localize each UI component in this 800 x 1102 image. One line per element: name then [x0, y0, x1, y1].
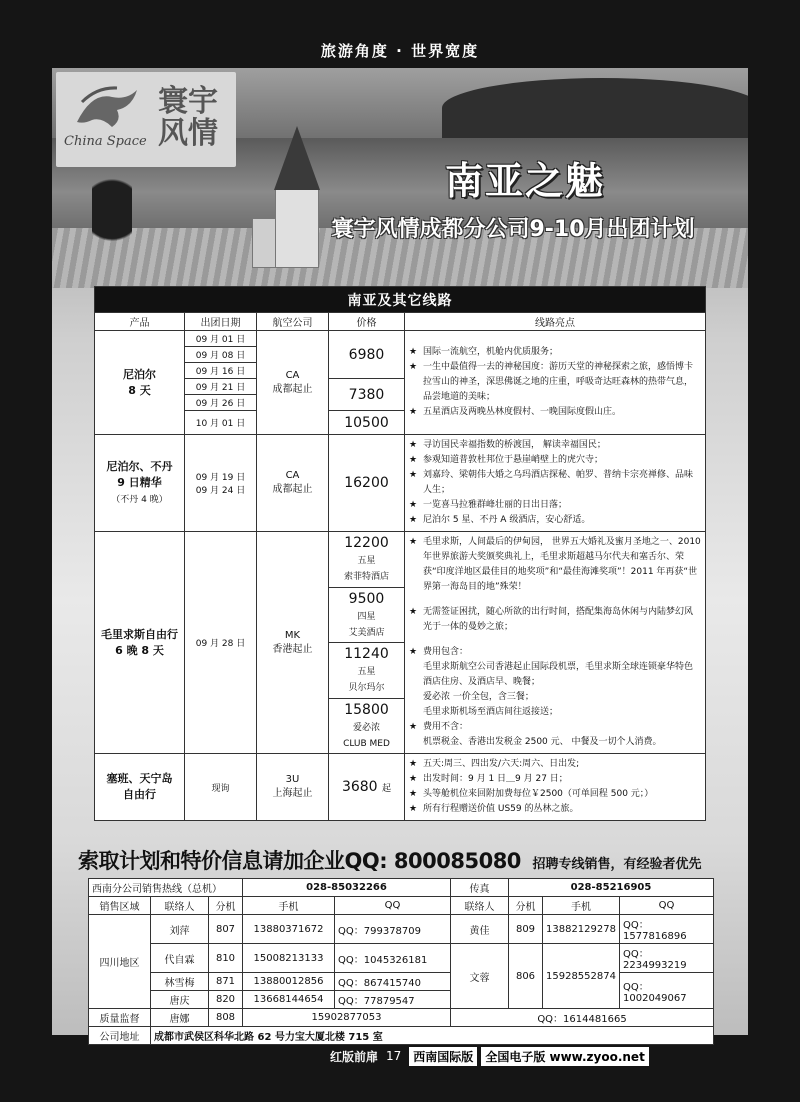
fax-number: 028-85216905 [509, 879, 714, 897]
highlight-text: 五星酒店及两晚丛林度假村、一晚国际度假山庄。 [423, 407, 622, 417]
contact-header: 联络人 [451, 897, 509, 915]
price-value: 3680 [341, 779, 378, 795]
contact-mobile: 15928552874 [543, 944, 620, 1009]
price-value: 10500 [344, 414, 389, 431]
contact-mobile: 15008213133 [243, 944, 335, 973]
price-value: 12200 [344, 535, 389, 552]
price-hotel: 艾美酒店 [348, 627, 385, 638]
price-value: 11240 [344, 646, 389, 663]
contact-header: QQ [620, 897, 714, 915]
banner-hill [442, 78, 748, 138]
star-icon: ★ [409, 470, 418, 480]
hotline-number: 028-85032266 [243, 879, 451, 897]
banner-title: 南亚之魅 [444, 159, 605, 203]
date-cell: 09 月 26 日 [185, 395, 257, 411]
airline-mauritius [257, 532, 329, 754]
highlight-text: 一生中最值得一去的神秘国度：游历天堂的神秘探索之旅，感悟博卡拉雪山的神圣，深思佛诞之地的庄重，呼吸奇达旺森林的热带气息，品尝地道的美味； [423, 362, 694, 402]
airline-code: MK [284, 629, 301, 641]
price-cell [329, 331, 405, 379]
highlight-text: 费用不含： 机票税金、香港出发税金 2500 元、 中餐及一切个人消费。 [423, 722, 662, 747]
contact-qq: QQ：799378709 [335, 915, 451, 944]
qq-promo-text: 索取计划和特价信息请加企业QQ: 800085080 [78, 849, 521, 873]
banner-tree [92, 178, 132, 258]
airline-code: CA [285, 470, 300, 481]
qc-label: 质量监督 [89, 1009, 151, 1027]
date-cell: 09 月 16 日 [185, 363, 257, 379]
highlight-text: 费用包含： 毛里求斯航空公司香港起止国际段机票，毛里求斯全球连锁豪华特色酒店住房、及酒店早、晚餐； 爱必浓 一价全包，含三餐； 毛里求斯机场至酒店间往返接送； [423, 647, 694, 717]
product-nepal-bhutan [95, 435, 185, 532]
highlight-text: 五天:周三、四出发/六天:周六、日出发; [423, 759, 580, 769]
logo-english: China Space [64, 134, 147, 149]
contact-name: 刘萍 [151, 915, 209, 944]
contact-ext: 871 [209, 973, 243, 991]
price-cell [329, 379, 405, 411]
date-cell: 10 月 01 日 [185, 411, 257, 435]
brand-logo [56, 72, 236, 167]
date-cell: 现询 [185, 754, 257, 821]
highlight-text: 国际一流航空，机舱内优质服务； [423, 347, 559, 357]
contact-qq: QQ：2234993219 [620, 944, 714, 973]
date-cell [185, 435, 257, 532]
contact-mobile: 13880012856 [243, 973, 335, 991]
price-value: 15800 [344, 701, 389, 718]
product-name: 毛里求斯自由行 [101, 627, 178, 641]
qc-mobile: 15902877053 [243, 1009, 451, 1027]
airline-route: 香港起止 [272, 643, 313, 655]
address-label: 公司地址 [89, 1027, 151, 1045]
contact-name: 代自霖 [151, 944, 209, 973]
contact-qq: QQ：867415740 [335, 973, 451, 991]
contact-mobile: 13880371672 [243, 915, 335, 944]
col-header-date: 出团日期 [185, 313, 257, 331]
highlight-text: 头等舱机位来回附加费每位￥2500（可单回程 500 元；） [423, 789, 654, 799]
price-cell [329, 698, 405, 754]
price-cell [329, 532, 405, 588]
fax-label: 传真 [451, 879, 509, 897]
date-cell: 09 月 08 日 [185, 347, 257, 363]
contact-header: 分机 [509, 897, 543, 915]
airline-code: CA [285, 369, 300, 381]
star-icon: ★ [409, 347, 418, 357]
star-icon: ★ [409, 607, 418, 617]
price-value: 16200 [344, 475, 389, 491]
star-icon: ★ [409, 537, 418, 547]
contact-table [88, 878, 714, 1045]
page-number: 17 [386, 1049, 402, 1063]
star-icon: ★ [409, 759, 418, 769]
contact-name: 黄佳 [451, 915, 509, 944]
star-icon: ★ [409, 362, 418, 372]
product-name: 尼泊尔 [123, 367, 156, 381]
contact-qq: QQ：1577816896 [620, 915, 714, 944]
contact-qq: QQ：1045326181 [335, 944, 451, 973]
product-name: 尼泊尔、不丹 [106, 459, 173, 473]
contact-header: QQ [335, 897, 451, 915]
product-note: （不丹 4 晚） [111, 494, 168, 505]
price-cell [329, 643, 405, 699]
price-star: 五星 [357, 667, 376, 678]
airline-saipan [257, 754, 329, 821]
contact-ext: 809 [509, 915, 543, 944]
price-star: 四星 [357, 611, 376, 622]
airline-code: 3U [285, 774, 300, 785]
star-icon: ★ [409, 440, 418, 450]
horse-logo-icon [72, 82, 142, 132]
highlights-nepal-bhutan [405, 435, 706, 532]
star-icon: ★ [409, 774, 418, 784]
airline-route: 成都起止 [272, 484, 313, 495]
star-icon: ★ [409, 722, 418, 732]
price-cell [329, 435, 405, 532]
price-hotel: CLUB MED [343, 738, 390, 749]
star-icon: ★ [409, 407, 418, 417]
hotline-label: 西南分公司销售热线（总机） [89, 879, 243, 897]
highlight-text: 尼泊尔 5 星、不丹 A 级酒店，安心舒适。 [423, 515, 591, 525]
contact-ext: 806 [509, 944, 543, 1009]
company-address: 成都市武侯区科华北路 62 号力宝大厦北楼 715 室 [151, 1027, 714, 1045]
price-star: 五星 [357, 556, 376, 567]
price-value: 6980 [348, 346, 385, 363]
date-cell: 09 月 01 日 [185, 331, 257, 347]
col-header-airline: 航空公司 [257, 313, 329, 331]
highlight-text: 一览喜马拉雅群峰壮丽的日出日落； [423, 500, 568, 510]
date-cell: 09 月 28 日 [185, 532, 257, 754]
product-nepal [95, 331, 185, 435]
banner-subtitle: 寰宇风情成都分公司9-10月出团计划 [331, 217, 695, 242]
highlight-text: 刘嘉玲、梁朝伟大婚之乌玛酒店探秘、帕罗、普纳卡宗亮禅修、品味人生； [423, 470, 694, 495]
highlight-text: 出发时间：9 月 1 日＿9 月 27 日； [423, 774, 568, 784]
highlights-saipan [405, 754, 706, 821]
airline-nepal [257, 331, 329, 435]
qq-promo-banner [78, 845, 738, 875]
airline-route: 成都起止 [272, 383, 313, 395]
website-label: 全国电子版 www.zyoo.net [481, 1047, 649, 1066]
banner-church-spire [274, 126, 320, 190]
product-duration: 6 晚 8 天 [115, 643, 164, 657]
star-icon: ★ [409, 515, 418, 525]
contact-name: 文蓉 [451, 944, 509, 1009]
airline-nepal-bhutan [257, 435, 329, 532]
price-suffix: 起 [382, 784, 392, 794]
logo-chinese: 寰宇风情 [158, 84, 218, 151]
sales-region: 四川地区 [89, 915, 151, 1009]
highlight-text: 所有行程赠送价值 US59 的丛林之旅。 [423, 804, 579, 814]
contact-name: 唐庆 [151, 991, 209, 1009]
product-mauritius [95, 532, 185, 754]
star-icon: ★ [409, 647, 418, 657]
route-table [94, 286, 706, 821]
col-header-highlights: 线路亮点 [405, 313, 706, 331]
date-cell: 09 月 21 日 [185, 379, 257, 395]
edition-label: 西南国际版 [409, 1047, 477, 1066]
highlights-mauritius [405, 532, 706, 754]
product-saipan [95, 754, 185, 821]
recruit-text: 招聘专线销售，有经验者优先 [532, 857, 702, 872]
star-icon: ★ [409, 500, 418, 510]
price-star: 爱必浓 [352, 722, 380, 733]
product-duration: 8 天 [128, 383, 151, 397]
contact-qq: QQ：1002049067 [620, 973, 714, 1009]
date-line: 09 月 24 日 [195, 486, 246, 496]
star-icon: ★ [409, 789, 418, 799]
highlight-text: 无需签证困扰，随心所欲的出行时间，搭配集海岛休闲与内陆梦幻风光于一体的曼妙之旅； [423, 607, 694, 632]
date-line: 09 月 19 日 [195, 473, 246, 483]
page-footer [330, 1046, 649, 1066]
price-value: 9500 [348, 590, 385, 607]
airline-route: 上海起止 [272, 788, 313, 799]
contact-name: 林雪梅 [151, 973, 209, 991]
price-hotel: 贝尔玛尔 [348, 683, 385, 694]
contact-qq: QQ：77879547 [335, 991, 451, 1009]
contact-header: 手机 [543, 897, 620, 915]
contact-ext: 810 [209, 944, 243, 973]
qc-qq: QQ：1614481665 [451, 1009, 714, 1027]
highlights-nepal [405, 331, 706, 435]
qc-name: 唐娜 [151, 1009, 209, 1027]
price-cell [329, 411, 405, 435]
product-duration: 自由行 [123, 788, 156, 801]
contact-mobile: 13668144654 [243, 991, 335, 1009]
contact-header: 销售区域 [89, 897, 151, 915]
col-header-product: 产品 [95, 313, 185, 331]
highlight-text: 寻访国民幸福指数的桥渡国， 解读幸福国民； [423, 440, 606, 450]
contact-ext: 820 [209, 991, 243, 1009]
highlight-text: 毛里求斯，人间最后的伊甸园， 世界五大婚礼及蜜月圣地之一、2010 年世界旅游大奖颁奖典礼上，毛里求斯超越马尔代夫和塞舌尔、荣获“印度洋地区最佳目的地奖项”和“最佳海滩奖项”！2011 年再获“世界第一海岛目的地”殊荣！ [423, 537, 701, 592]
footer-section: 红版前扉 [330, 1049, 379, 1064]
price-value: 7380 [348, 386, 385, 403]
header-slogan: 旅游角度 · 世界宽度 [320, 42, 480, 60]
col-header-price: 价格 [329, 313, 405, 331]
route-section-title: 南亚及其它线路 [95, 287, 706, 313]
qc-ext: 808 [209, 1009, 243, 1027]
price-cell [329, 754, 405, 821]
highlight-text: 参观知道普敦杜邦位于悬崖峭壁上的虎穴寺； [423, 455, 604, 465]
price-cell [329, 587, 405, 643]
contact-header: 分机 [209, 897, 243, 915]
star-icon: ★ [409, 804, 418, 814]
contact-ext: 807 [209, 915, 243, 944]
contact-header: 联络人 [151, 897, 209, 915]
star-icon: ★ [409, 455, 418, 465]
contact-mobile: 13882129278 [543, 915, 620, 944]
product-duration: 9 日精华 [117, 475, 162, 489]
price-hotel: 索菲特酒店 [343, 572, 389, 583]
contact-header: 手机 [243, 897, 335, 915]
product-name: 塞班、天宁岛 [106, 772, 173, 785]
